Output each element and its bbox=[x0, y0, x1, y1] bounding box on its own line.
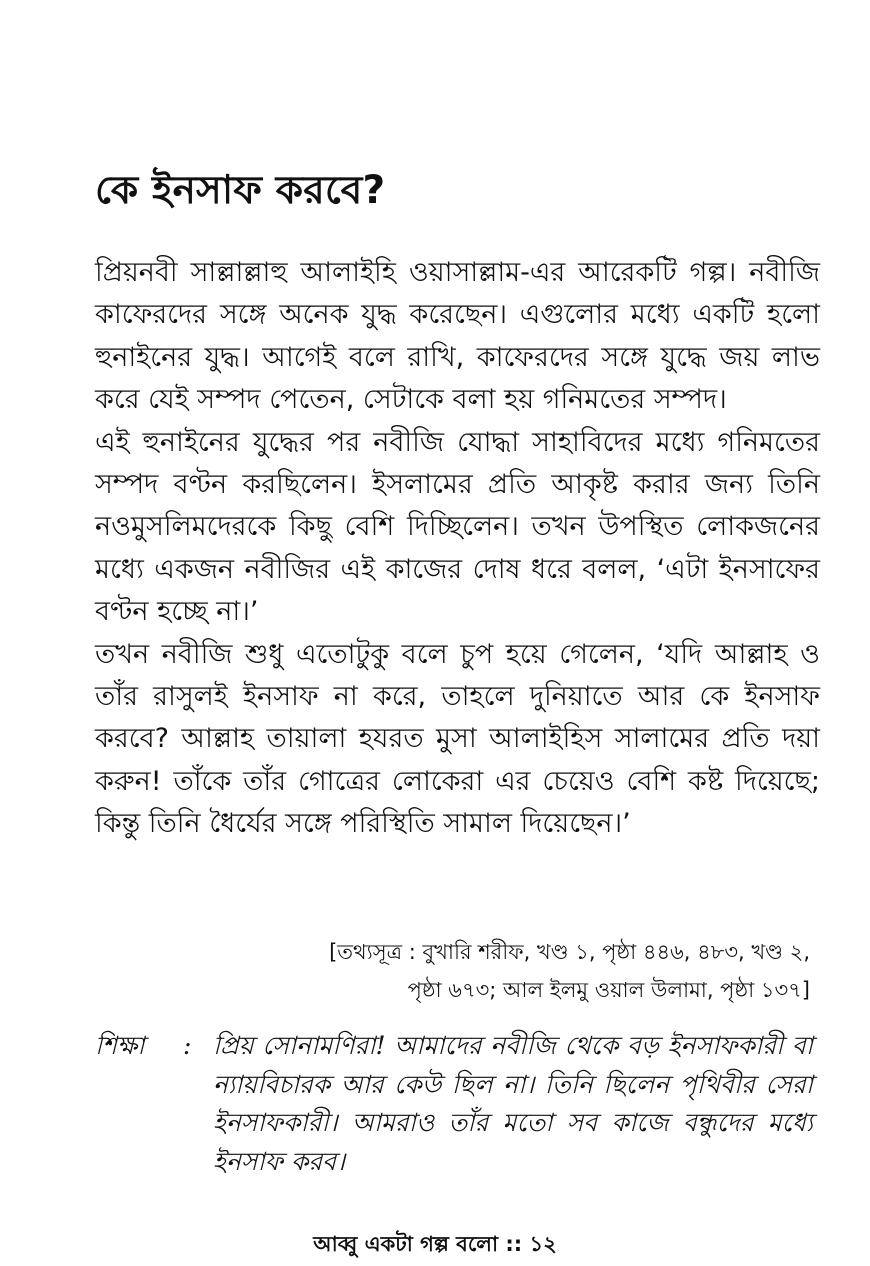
story-paragraph: তখন নবীজি শুধু এতোটুকু বলে চুপ হয়ে গেলেন, ‘যদি আল্লাহ ও তাঁর রাসুলই ইনসাফ না করে, তাহলে দুনিয়াতে আর কে ইনসাফ করবে? আল্লাহ তায়ালা হযরত মুসা আলাইহিস সালামের প্রতি দয়া করুন! তাঁকে তাঁর গোত্রের লোকেরা এর চেয়েও বেশি কষ্ট দিয়েছে; কিন্তু তিনি ধৈর্যের সঙ্গে পরিস্থিতি সামাল দিয়েছেন।’ bbox=[95, 638, 820, 840]
lesson-separator: : bbox=[183, 1031, 192, 1060]
story-paragraph: এই হুনাইনের যুদ্ধের পর নবীজি যোদ্ধা সাহাবিদের মধ্যে গনিমতের সম্পদ বণ্টন করছিলেন। ইসলামের প্রতি আকৃষ্ট করার জন্য তিনি নওমুসলিমদেরকে কিছু বেশি দিচ্ছিলেন। তখন উপস্থিত লোকজনের মধ্যে একজন নবীজির এই কাজের দোষ ধরে বলল, ‘এটা ইনসাফের বণ্টন হচ্ছে না।’ bbox=[95, 426, 820, 628]
reference-citation bbox=[270, 933, 810, 1009]
story-paragraph: প্রিয়নবী সাল্লাল্লাহু আলাইহি ওয়াসাল্লাম-এর আরেকটি গল্প। নবীজি কাফেরদের সঙ্গে অনেক যুদ্ধ করেছেন। এগুলোর মধ্যে একটি হলো হুনাইনের যুদ্ধ। আগেই বলে রাখি, কাফেরদের সঙ্গে যুদ্ধে জয় লাভ করে যেই সম্পদ পেতেন, সেটাকে বলা হয় গনিমতের সম্পদ। bbox=[95, 257, 820, 416]
story-body bbox=[95, 252, 820, 846]
page-footer: আব্বু একটা গল্প বলো :: ১২ bbox=[313, 1232, 557, 1256]
lesson-text: প্রিয় সোনামণিরা! আমাদের নবীজি থেকে বড় ইনসাফকারী বা ন্যায়বিচারক আর কেউ ছিল না। তিনি ছিলেন পৃথিবীর সেরা ইনসাফকারী। আমরাও তাঁর মতো সব কাজে বন্ধুদের মধ্যে ইনসাফ করব। bbox=[213, 1031, 813, 1176]
story-title: কে ইনসাফ করবে? bbox=[95, 168, 386, 213]
citation-line: পৃষ্ঠা ৬৭৩; আল ইলমু ওয়াল উলামা, পৃষ্ঠা ১৩৭] bbox=[407, 978, 810, 1002]
lesson-label: শিক্ষা bbox=[95, 1031, 145, 1060]
citation-line: [তথ্যসূত্র : বুখারি শরীফ, খণ্ড ১, পৃষ্ঠা ৪৪৬, ৪৮৩, খণ্ড ২, bbox=[329, 940, 810, 964]
